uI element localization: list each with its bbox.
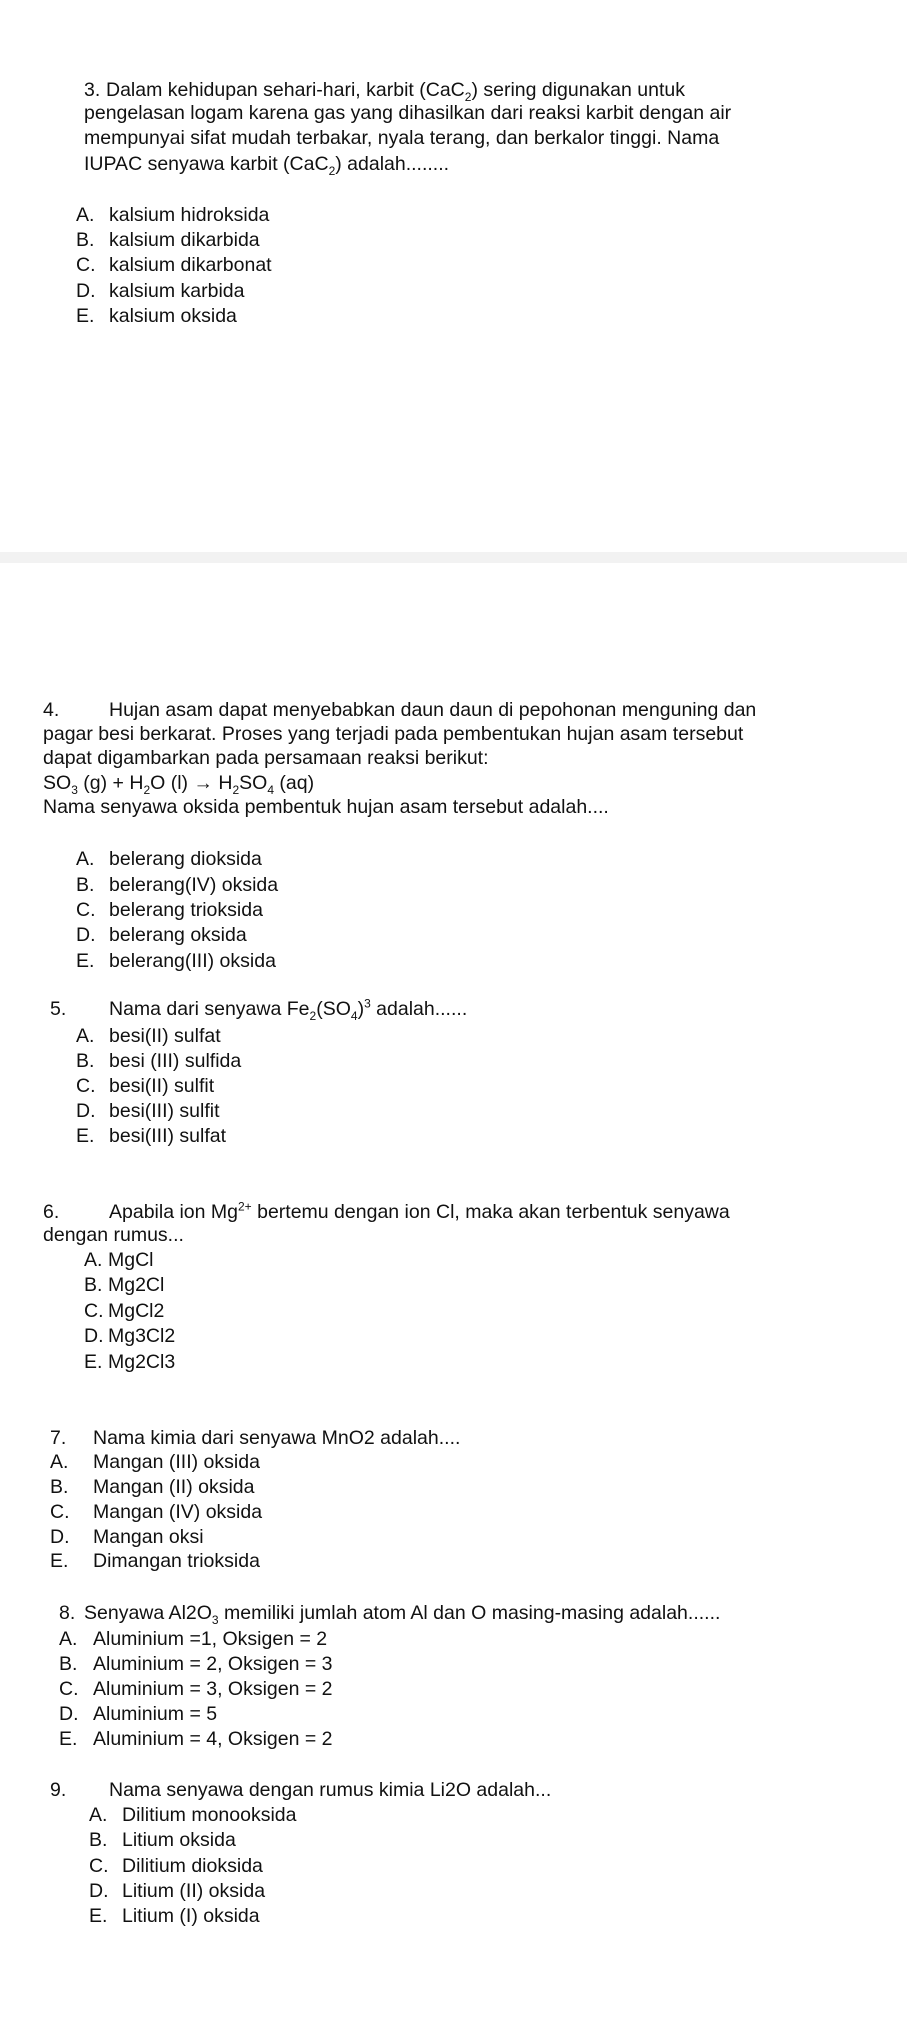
option-text: Litium (I) oksida xyxy=(122,1905,260,1927)
option-text: belerang oksida xyxy=(109,924,247,946)
option-text: Dilitium monooksida xyxy=(122,1804,297,1826)
option-letter: B. xyxy=(84,1274,103,1296)
option-letter: D. xyxy=(84,1325,104,1347)
option-text: kalsium hidroksida xyxy=(109,204,270,226)
stem-text: dapat digambarkan pada persamaan reaksi berikut: xyxy=(43,747,489,769)
option-letter: A. xyxy=(89,1804,108,1826)
stem-text: (aq) xyxy=(274,772,315,794)
stem-text: Senyawa Al2O xyxy=(84,1602,212,1624)
option-text: Mangan (III) oksida xyxy=(93,1451,260,1473)
option-letter: E. xyxy=(59,1728,78,1750)
question-stem-line xyxy=(43,1223,184,1247)
question-number: 6. xyxy=(43,1201,60,1223)
stem-text: pengelasan logam karena gas yang dihasilkan dari reaksi karbit dengan air xyxy=(84,102,732,124)
question-number: 3. xyxy=(84,79,101,101)
option-letter: B. xyxy=(76,874,95,896)
option-letter: D. xyxy=(76,924,96,946)
question-stem-line xyxy=(84,1601,720,1625)
question-stem-line xyxy=(43,771,314,795)
option-text: Mangan (II) oksida xyxy=(93,1476,255,1498)
option-letter: C. xyxy=(76,254,96,276)
option-letter: D. xyxy=(76,280,96,302)
option-letter: C. xyxy=(76,899,96,921)
option-letter: C. xyxy=(84,1300,104,1322)
option-letter: B. xyxy=(59,1653,78,1675)
option-letter: C. xyxy=(50,1501,70,1523)
option-letter: A. xyxy=(50,1451,69,1473)
option-text: kalsium dikarbonat xyxy=(109,254,272,276)
option-letter: E. xyxy=(50,1550,69,1572)
option-letter: B. xyxy=(76,229,95,251)
stem-text: adalah...... xyxy=(370,998,468,1020)
question-stem-line xyxy=(84,152,449,176)
subscript: 4 xyxy=(267,782,275,797)
stem-text: Dalam kehidupan sehari-hari, karbit (CaC xyxy=(106,79,465,101)
option-text: Aluminium = 4, Oksigen = 2 xyxy=(93,1728,333,1750)
option-letter: E. xyxy=(89,1905,108,1927)
option-letter: C. xyxy=(59,1678,79,1700)
stem-text: Apabila ion Mg xyxy=(109,1201,238,1223)
option-text: Mg2Cl3 xyxy=(108,1351,176,1373)
subscript: 4 xyxy=(350,1008,358,1023)
option-text: Mangan (IV) oksida xyxy=(93,1501,263,1523)
option-text: Aluminium = 5 xyxy=(93,1703,218,1725)
stem-text: IUPAC senyawa karbit (CaC xyxy=(84,153,329,175)
question-number: 8. xyxy=(59,1602,76,1624)
option-letter: E. xyxy=(76,305,95,327)
stem-text: (SO xyxy=(316,998,351,1020)
option-text: Mg2Cl xyxy=(108,1274,165,1296)
option-letter: E. xyxy=(84,1351,103,1373)
stem-text: ) adalah........ xyxy=(335,153,450,175)
option-letter: A. xyxy=(76,204,95,226)
superscript: 3 xyxy=(364,996,371,1011)
option-text: Mg3Cl2 xyxy=(108,1325,176,1347)
stem-text: Nama dari senyawa Fe xyxy=(109,998,310,1020)
subscript: 2 xyxy=(143,782,151,797)
stem-text: Nama kimia dari senyawa MnO2 adalah.... xyxy=(93,1427,461,1449)
option-text: Aluminium = 2, Oksigen = 3 xyxy=(93,1653,333,1675)
question-number: 7. xyxy=(50,1427,67,1449)
option-letter: A. xyxy=(59,1628,78,1650)
option-letter: A. xyxy=(84,1249,103,1271)
stem-text: O (l) → H xyxy=(150,772,233,794)
subscript: 2 xyxy=(232,782,240,797)
option-text: besi(III) sulfit xyxy=(109,1100,220,1122)
superscript: 2+ xyxy=(238,1199,252,1214)
stem-text: memiliki jumlah atom Al dan O masing-masing adalah...... xyxy=(218,1602,721,1624)
question-stem-line xyxy=(93,1426,460,1450)
option-text: belerang dioksida xyxy=(109,848,262,870)
option-text: Litium oksida xyxy=(122,1829,236,1851)
stem-text: pagar besi berkarat. Proses yang terjadi pada pembentukan hujan asam tersebut xyxy=(43,723,744,745)
option-text: Aluminium =1, Oksigen = 2 xyxy=(93,1628,328,1650)
option-text: Dilitium dioksida xyxy=(122,1855,263,1877)
stem-text: Hujan asam dapat menyebabkan daun daun di pepohonan menguning dan xyxy=(109,699,757,721)
option-letter: D. xyxy=(89,1880,109,1902)
option-letter: C. xyxy=(89,1855,109,1877)
stem-text: Nama senyawa oksida pembentuk hujan asam tersebut adalah.... xyxy=(43,796,609,818)
stem-text: dengan rumus... xyxy=(43,1224,184,1246)
question-number: 5. xyxy=(50,998,67,1020)
option-letter: D. xyxy=(76,1100,96,1122)
question-stem-line xyxy=(109,997,467,1021)
option-letter: B. xyxy=(50,1476,69,1498)
stem-text: ) sering digunakan untuk xyxy=(471,79,685,101)
stem-text: Nama senyawa dengan rumus kimia Li2O adalah... xyxy=(109,1779,552,1801)
page-separator xyxy=(0,552,907,563)
question-stem-line xyxy=(109,698,756,722)
option-letter: C. xyxy=(76,1075,96,1097)
stem-text: (g) + H xyxy=(77,772,144,794)
question-stem-line xyxy=(43,795,609,819)
option-text: MgCl xyxy=(108,1249,154,1271)
question-stem-line xyxy=(84,101,731,125)
option-letter: B. xyxy=(76,1050,95,1072)
stem-text: bertemu dengan ion Cl, maka akan terbentuk senyawa xyxy=(251,1201,730,1223)
option-text: Aluminium = 3, Oksigen = 2 xyxy=(93,1678,333,1700)
subscript: 2 xyxy=(328,163,336,178)
option-letter: A. xyxy=(76,1025,95,1047)
option-text: kalsium dikarbida xyxy=(109,229,260,251)
option-letter: E. xyxy=(76,1125,95,1147)
option-text: Mangan oksi xyxy=(93,1526,204,1548)
option-text: kalsium karbida xyxy=(109,280,245,302)
subscript: 3 xyxy=(211,1612,219,1627)
option-letter: D. xyxy=(59,1703,79,1725)
question-number: 9. xyxy=(50,1779,67,1801)
question-number: 4. xyxy=(43,699,60,721)
option-letter: A. xyxy=(76,848,95,870)
option-text: Litium (II) oksida xyxy=(122,1880,266,1902)
option-text: kalsium oksida xyxy=(109,305,237,327)
question-stem-line xyxy=(84,126,719,150)
question-stem-line xyxy=(43,722,743,746)
option-letter: E. xyxy=(76,950,95,972)
subscript: 2 xyxy=(464,89,472,104)
option-text: besi(III) sulfat xyxy=(109,1125,227,1147)
subscript: 2 xyxy=(309,1008,317,1023)
option-text: besi(II) sulfat xyxy=(109,1025,221,1047)
option-text: belerang(IV) oksida xyxy=(109,874,279,896)
question-stem-line xyxy=(106,78,685,102)
option-text: MgCl2 xyxy=(108,1300,165,1322)
option-text: belerang(III) oksida xyxy=(109,950,276,972)
option-text: besi (III) sulfida xyxy=(109,1050,242,1072)
stem-text: SO xyxy=(43,772,72,794)
subscript: 3 xyxy=(71,782,78,797)
stem-text: SO xyxy=(239,772,268,794)
question-stem-line xyxy=(109,1200,730,1224)
option-text: besi(II) sulfit xyxy=(109,1075,215,1097)
question-stem-line xyxy=(109,1778,551,1802)
option-letter: B. xyxy=(89,1829,108,1851)
option-text: belerang trioksida xyxy=(109,899,263,921)
option-letter: D. xyxy=(50,1526,70,1548)
option-text: Dimangan trioksida xyxy=(93,1550,260,1572)
stem-text: ) xyxy=(357,998,365,1020)
stem-text: mempunyai sifat mudah terbakar, nyala terang, dan berkalor tinggi. Nama xyxy=(84,127,720,149)
question-stem-line xyxy=(43,746,489,770)
